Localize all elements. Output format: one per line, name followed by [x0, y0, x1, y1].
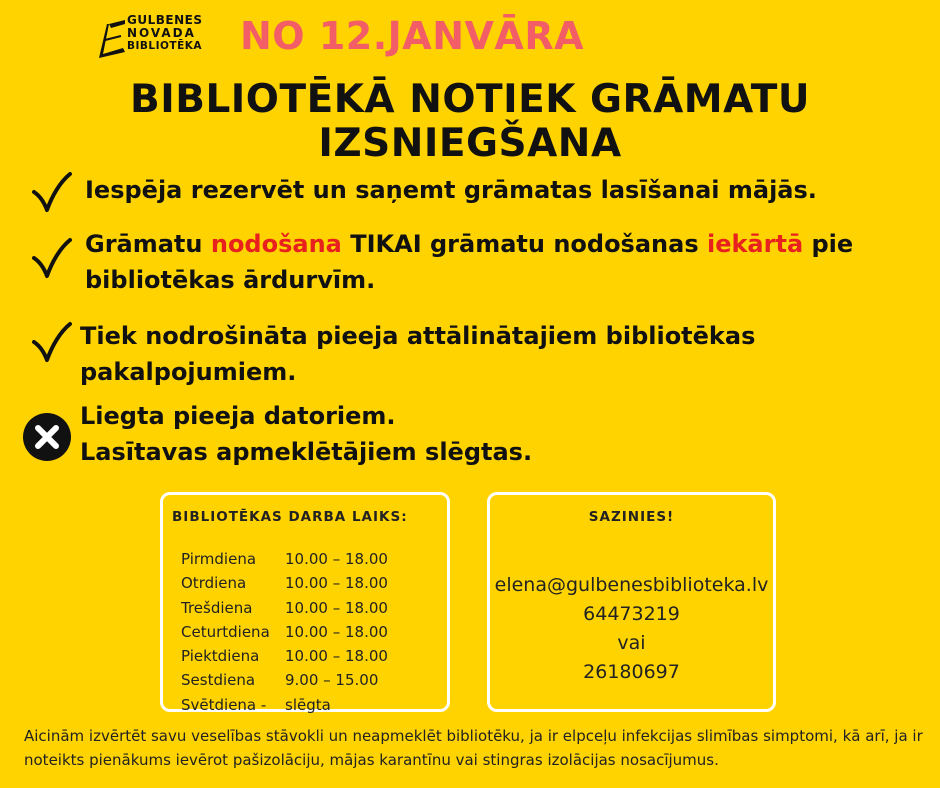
contact-lines: [490, 571, 773, 687]
hours-time: 9.00 – 15.00: [285, 671, 379, 690]
hours-time: 10.00 – 18.00: [285, 550, 388, 568]
opening-hours-box: [160, 492, 450, 712]
item-denied: [80, 398, 532, 470]
hours-day: Pirmdiena: [181, 550, 257, 568]
hours-row: [181, 620, 388, 644]
item-denied-line-1: Liegta pieeja datoriem.: [80, 402, 396, 430]
hours-day: Svētdiena -: [181, 695, 267, 714]
logo-line-2: NOVADA: [127, 26, 196, 40]
hours-row: [181, 596, 388, 620]
item-reserve-text: Iespēja rezervēt un saņemt grāmatas lasīšanai mājās.: [85, 176, 817, 204]
opening-hours-table: [181, 547, 388, 717]
check-icon: [30, 170, 74, 214]
hours-row: [181, 644, 388, 668]
item-return-text-c: pie: [803, 230, 854, 258]
book-logo-icon: [97, 18, 127, 62]
contact-box: [487, 492, 776, 712]
item-reserve: [85, 172, 817, 208]
hours-day: Piektdiena: [181, 647, 260, 666]
hours-day: Otrdiena: [181, 574, 247, 593]
hours-time: 10.00 – 18.00: [285, 647, 388, 666]
item-return: [85, 226, 853, 298]
hours-row: [181, 668, 388, 692]
item-denied-line-2: Lasītavas apmeklētājiem slēgtas.: [80, 438, 533, 466]
item-return-highlight-b: iekārtā: [706, 230, 804, 258]
logo-text: [127, 14, 202, 53]
hours-day: Ceturtdiena: [181, 622, 270, 641]
hours-row: [181, 571, 388, 595]
check-icon: [30, 236, 74, 280]
contact-title: SAZINIES!: [588, 509, 675, 525]
hours-time: 10.00 – 18.00: [285, 598, 388, 617]
contact-or: vai: [617, 632, 646, 654]
item-return-line-1: [85, 226, 853, 262]
item-remote-line-1: Tiek nodrošināta pieeja attālinātajiem bibliotēkas: [80, 322, 756, 350]
opening-hours-title: BIBLIOTĒKAS DARBA LAIKS:: [172, 509, 408, 525]
logo-line-1: GULBENES: [127, 13, 203, 27]
hours-day: Sestdiena: [181, 671, 256, 690]
item-return-line-2: bibliotēkas ārdurvīm.: [85, 266, 376, 294]
contact-phone-2[interactable]: 26180697: [583, 661, 680, 683]
check-icon: [30, 320, 74, 364]
item-remote: [80, 318, 755, 390]
contact-phone-1[interactable]: 64473219: [583, 603, 680, 625]
hours-day: Trešdiena: [181, 598, 253, 617]
main-title-line-2: IZSNIEGŠANA: [318, 121, 622, 166]
item-return-text-a: Grāmatu: [85, 230, 211, 258]
main-title: [60, 78, 880, 166]
hours-time: 10.00 – 18.00: [285, 574, 388, 593]
item-return-highlight-a: nodošana: [210, 230, 342, 258]
item-return-text-b: TIKAI grāmatu nodošanas: [341, 230, 707, 258]
item-remote-line-2: pakalpojumiem.: [80, 358, 297, 386]
logo-line-3: BIBLIOTĒKA: [127, 40, 203, 52]
hours-row: [181, 547, 388, 571]
hours-time: slēgta: [285, 695, 331, 714]
hours-time: 10.00 – 18.00: [285, 622, 388, 641]
hours-row: [181, 693, 388, 717]
contact-email[interactable]: elena@gulbenesbiblioteka.lv: [494, 574, 769, 596]
footer-notice: Aicinām izvērtēt savu veselības stāvokli un neapmeklēt bibliotēku, ja ir elpceļu infekcijas slimības simptomi, kā arī, ja ir noteikts pienākums ievērot pašizolāciju, mājas karantīnu vai stingras izolācijas nosacījumus.: [24, 727, 923, 769]
library-logo: [97, 14, 222, 66]
main-title-line-1: BIBLIOTĒKĀ NOTIEK GRĀMATU: [129, 77, 810, 122]
date-heading: NO 12.JANVĀRA: [240, 14, 584, 58]
close-circle-icon: [22, 412, 72, 462]
